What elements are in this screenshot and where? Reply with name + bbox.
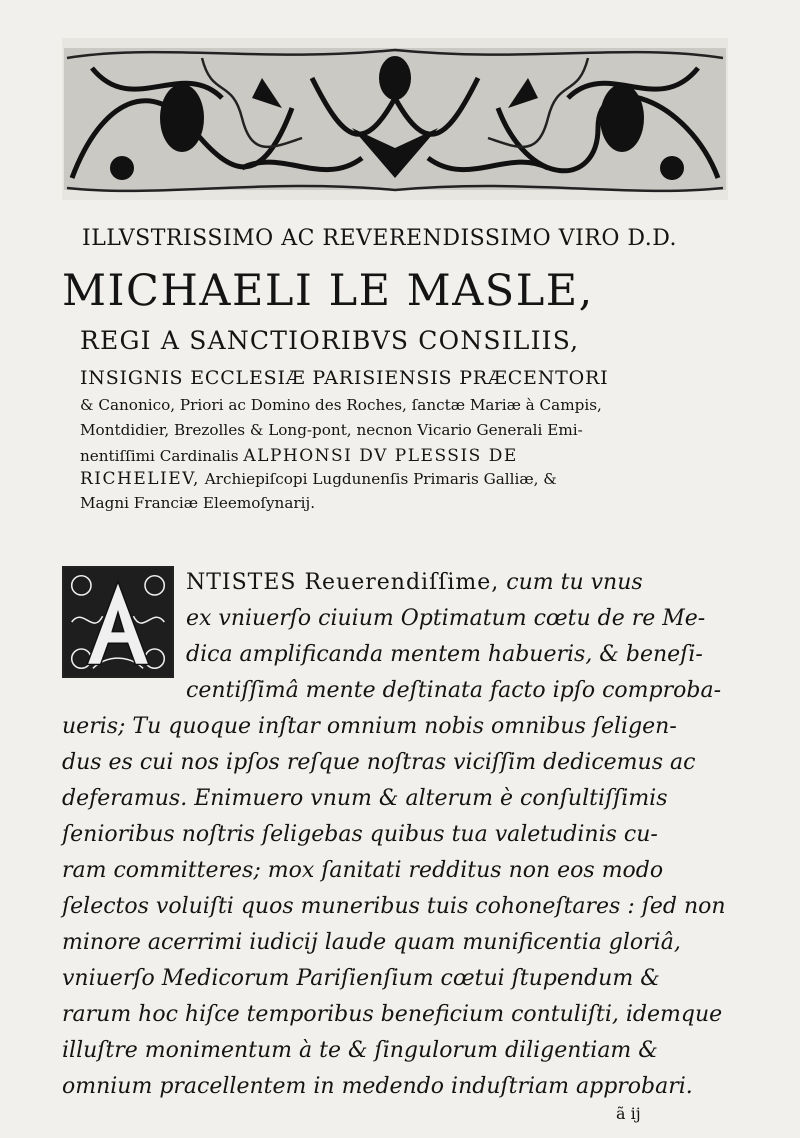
dedication-line-8-caps: RICHELIEV, <box>80 469 200 489</box>
body-line-2: ex vniuerſo ciuium Optimatum cœtu de re Me- <box>186 606 706 631</box>
dedication-line-7-caps: ALPHONSI DV PLESSIS DE <box>243 446 518 466</box>
signature-mark: ã ij <box>616 1104 641 1123</box>
body-line-6: dus es cui nos ipſos reſque noſtras viciſſim dedicemus ac <box>62 750 696 775</box>
body-line-1-italic: cum tu vnus <box>499 570 643 595</box>
body-line-9: ram committeres; mox ſanitati redditus non eos modo <box>62 858 664 883</box>
decorated-initial-a-icon <box>62 566 174 678</box>
ornamental-headpiece-icon <box>62 38 728 200</box>
dedicatee-name: MICHAELI LE MASLE, <box>62 266 594 316</box>
dedication-line-8-text: Archiepiſcopi Lugdunenſis Primaris Galliæ, & <box>204 470 557 488</box>
body-line-15: omnium pracellentem in medendo induſtriam approbari. <box>62 1074 693 1099</box>
body-line-5: ueris; Tu quoque inſtar omnium nobis omnibus ſeligen- <box>62 714 677 739</box>
body-line-1-roman: NTISTES Reuerendiſſime, <box>186 570 500 595</box>
dedication-line-8 <box>80 469 557 489</box>
dedication-line-9: Magni Franciæ Eleemoſynarij. <box>80 494 316 512</box>
body-line-14: illuſtre monimentum à te & ſingulorum diligentiam & <box>62 1038 658 1063</box>
body-line-12: vniuerſo Medicorum Pariſienſium cœtui ſtupendum & <box>62 966 660 991</box>
body-line-8: ſenioribus noſtris ſeligebas quibus tua valetudinis cu- <box>62 822 658 847</box>
body-line-3: dica amplificanda mentem habueris, & beneſi- <box>186 642 703 667</box>
dedication-line-1: ILLVSTRISSIMO AC REVERENDISSIMO VIRO D.D. <box>82 226 678 251</box>
dedication-line-4: INSIGNIS ECCLESIÆ PARISIENSIS PRÆCENTORI <box>80 367 609 389</box>
dedication-line-6: Montdidier, Brezolles & Long-pont, necnon Vicario Generali Emi- <box>80 421 583 439</box>
dedication-line-5: & Canonico, Priori ac Domino des Roches, ſanctæ Mariæ à Campis, <box>80 396 602 414</box>
body-line-13: rarum hoc hiſce temporibus beneficium contuliſti, idemque <box>62 1002 723 1027</box>
body-line-10: ſelectos voluiſti quos muneribus tuis cohoneſtares : ſed non <box>62 894 726 919</box>
dedication-line-7-text: nentiſſimi Cardinalis <box>80 447 239 465</box>
dedication-line-7 <box>80 446 518 466</box>
body-line-1 <box>186 570 643 595</box>
body-line-11: minore acerrimi iudicij laude quam munificentia gloriâ, <box>62 930 681 955</box>
dedication-line-3: REGI A SANCTIORIBVS CONSILIIS, <box>80 326 580 355</box>
body-line-4: centiſſimâ mente deſtinata facto ipſo comproba- <box>186 678 722 703</box>
body-line-7: deferamus. Enimuero vnum & alterum è conſultiſſimis <box>62 786 668 811</box>
